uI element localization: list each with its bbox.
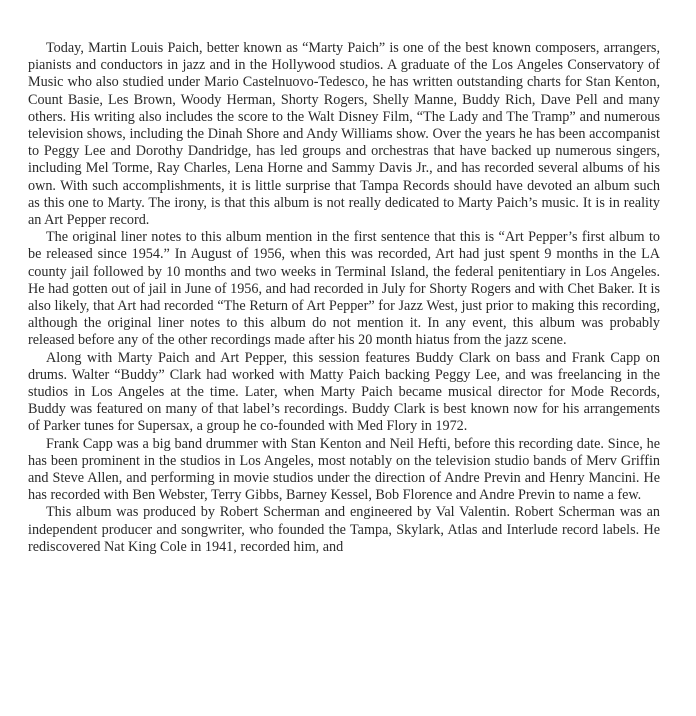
- paragraph-frank-capp: Frank Capp was a big band drummer with Stan Kenton and Neil Hefti, before this recording date. Since, he has been prominent in the studios in Los Angeles, most notably on the television studio bands of Merv Griffin and Steve Allen, and performing in movie studios under the direction of Andre Previn and Henry Mancini. He has recorded with Ben Webster, Terry Gibbs, Barney Kessel, Bob Florence and Andre Previn to name a few.: [28, 435, 660, 504]
- paragraph-marty-paich-intro: Today, Martin Louis Paich, better known as “Marty Paich” is one of the best known composers, arrangers, pianists and conductors in jazz and in the Hollywood studios. A graduate of the Los Angeles Conservatory of Music who also studied under Mario Castelnuovo-Tedesco, he has written outstanding charts for Stan Kenton, Count Basie, Les Brown, Woody Herman, Shorty Rogers, Shelly Manne, Buddy Rich, Dave Pell and many others. His writing also includes the score to the Walt Disney Film, “The Lady and The Tramp” and numerous television shows, including the Dinah Shore and Andy Williams show. Over the years he has been accompanist to Peggy Lee and Dorothy Dandridge, has led groups and orchestras that have backed up numerous singers, including Mel Torme, Ray Charles, Lena Horne and Sammy Davis Jr., and has recorded several albums of his own. With such accomplishments, it is little surprise that Tampa Records should have devoted an album such as this one to Marty. The irony, is that this album is not really dedicated to Marty Paich’s music. It is in reality an Art Pepper record.: [28, 40, 660, 229]
- liner-notes-text: [28, 40, 660, 556]
- paragraph-art-pepper: The original liner notes to this album mention in the first sentence that this is “Art Pepper’s first album to be released since 1954.” In August of 1956, when this was recorded, Art had just spent 9 months in the LA county jail followed by 10 months and two weeks in Terminal Island, the federal penitentiary in Los Angeles. He had gotten out of jail in June of 1956, and had recorded in July for Shorty Rogers and with Chet Baker. It is also likely, that Art had recorded “The Return of Art Pepper” for Jazz West, just prior to making this recording, although the original liner notes to this album do not mention it. In any event, this album was probably released before any of the other recordings made after his 20 month hiatus from the jazz scene.: [28, 229, 660, 349]
- paragraph-buddy-clark: Along with Marty Paich and Art Pepper, this session features Buddy Clark on bass and Frank Capp on drums. Walter “Buddy” Clark had worked with Matty Paich backing Peggy Lee, and was freelancing in the studios in Los Angeles at the time. Later, when Marty Paich became musical director for Mode Records, Buddy was featured on many of that label’s recordings. Buddy Clark is best known now for his arrangements of Parker tunes for Supersax, a group he co-founded with Med Flory in 1972.: [28, 349, 660, 435]
- paragraph-production-credits: This album was produced by Robert Scherman and engineered by Val Valentin. Robert Scherman was an independent producer and songwriter, who founded the Tampa, Skylark, Atlas and Interlude record labels. He rediscovered Nat King Cole in 1941, recorded him, and: [28, 504, 660, 555]
